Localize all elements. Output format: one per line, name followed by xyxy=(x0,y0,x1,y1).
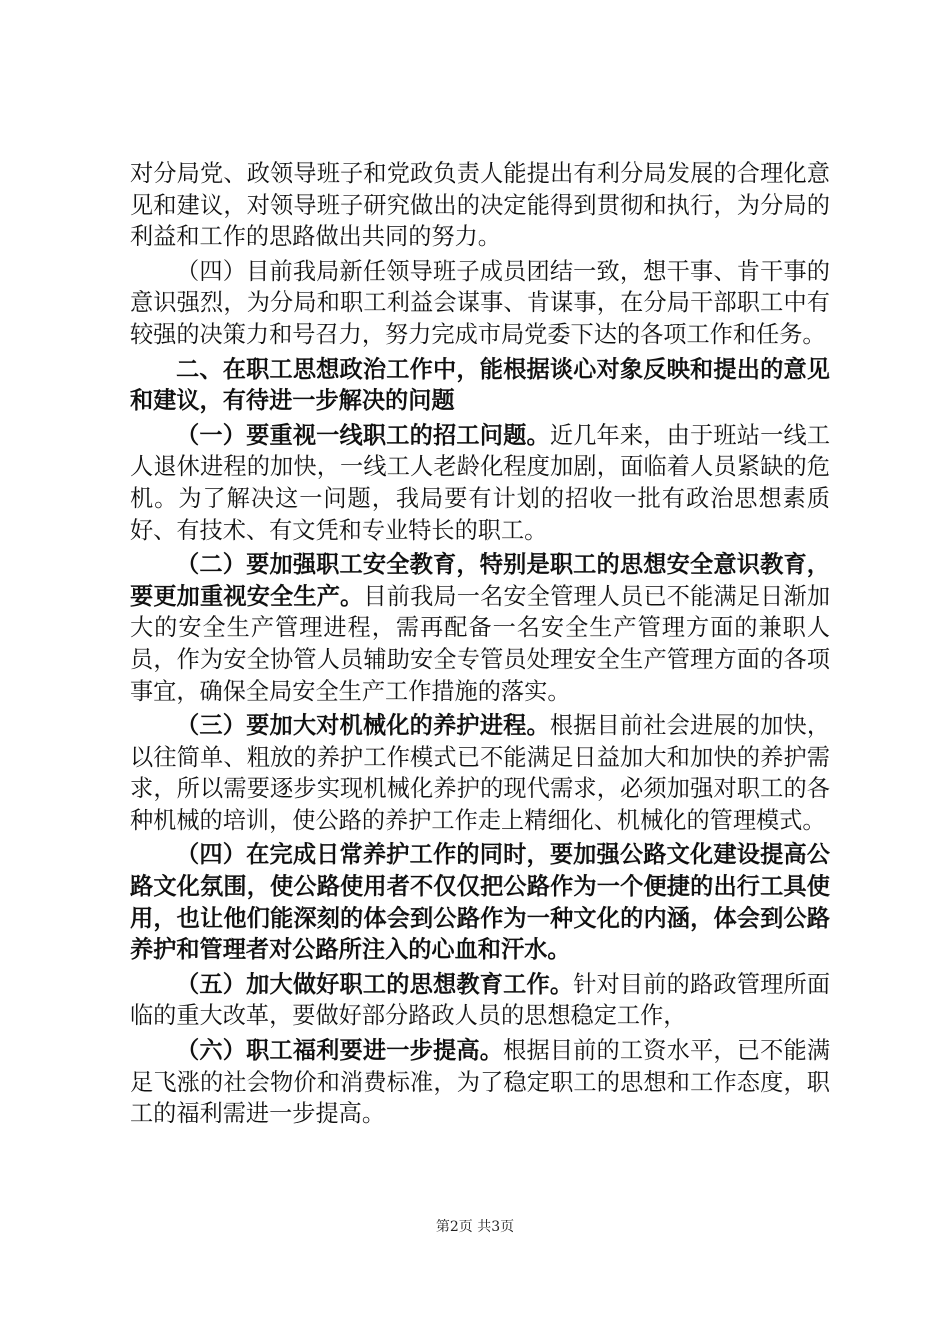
section-heading-2: 二、在职工思想政治工作中，能根据谈心对象反映和提出的意见和建议，有待进一步解决的问题 xyxy=(130,355,830,415)
paragraph-lead: （六）职工福利要进一步提高。 xyxy=(176,1037,504,1065)
paragraph-text: 目前我局一名安全管理人员已不能满足日渐加大的安全生产管理进程，需再配备一名安全生产管理方面的兼职人员，作为安全协管人员辅助安全专管员处理安全生产管理方面的各项事宜，确保全局安全生产工作措施的落实。 xyxy=(130,582,831,705)
paragraph-lead: （二）要加强职工安全教育，特别是职工的思想安全意识教育，要更加重视安全生产。 xyxy=(130,551,830,610)
paragraph-text: 根据目前社会进展的加快，以往简单、粗放的养护工作模式已不能满足日益加大和加快的养护需求，所以需要逐步实现机械化养护的现代需求，必须加强对职工的各种机械的培训，使公路的养护工作走上精细化、机械化的管理模式。 xyxy=(130,712,831,834)
page-number-footer: 第2页 共3页 xyxy=(435,1219,515,1235)
paragraph-ideological-education xyxy=(130,969,830,1032)
paragraph-continuation: 对分局党、政领导班子和党政负责人能提出有利分局发展的合理化意见和建议，对领导班子研究做出的决定能得到贯彻和执行，为分局的利益和工作的思路做出共同的努力。 xyxy=(130,160,830,251)
paragraph-safety-education xyxy=(130,549,830,707)
paragraph-leadership-unity: （四）目前我局新任领导班子成员团结一致，想干事、肯干事的意识强烈，为分局和职工利益会谋事、肯谋事，在分局干部职工中有较强的决策力和号召力，努力完成市局党委下达的各项工作和任务。 xyxy=(130,257,830,348)
paragraph-mechanization xyxy=(130,710,830,836)
paragraph-lead: （一）要重视一线职工的招工问题。 xyxy=(176,421,550,449)
paragraph-text: 根据目前的工资水平，已不能满足飞涨的社会物价和消费标准，为了稳定职工的思想和工作态度，职工的福利需进一步提高。 xyxy=(130,1037,831,1128)
document-body xyxy=(130,158,830,1130)
paragraph-road-culture: （四）在完成日常养护工作的同时，要加强公路文化建设提高公路文化氛围，使公路使用者不仅仅把公路作为一个便捷的出行工具使用，也让他们能深刻的体会到公路作为一种文化的内涵，体会到公路养护和管理者对公路所注入的心血和汗水。 xyxy=(130,841,830,964)
paragraph-welfare xyxy=(130,1035,830,1130)
paragraph-text: 针对目前的路政管理所面临的重大改革，要做好部分路政人员的思想稳定工作， xyxy=(130,970,831,1030)
paragraph-lead: （五）加大做好职工的思想教育工作。 xyxy=(176,970,574,998)
paragraph-recruitment xyxy=(130,420,830,546)
paragraph-lead: （三）要加大对机械化的养护进程。 xyxy=(176,712,550,740)
paragraph-text: 近几年来，由于班站一线工人退休进程的加快，一线工人老龄化程度加剧，面临着人员紧缺的危机。为了解决这一问题，我局要有计划的招收一批有政治思想素质好、有技术、有文凭和专业特长的职工。 xyxy=(130,421,831,544)
